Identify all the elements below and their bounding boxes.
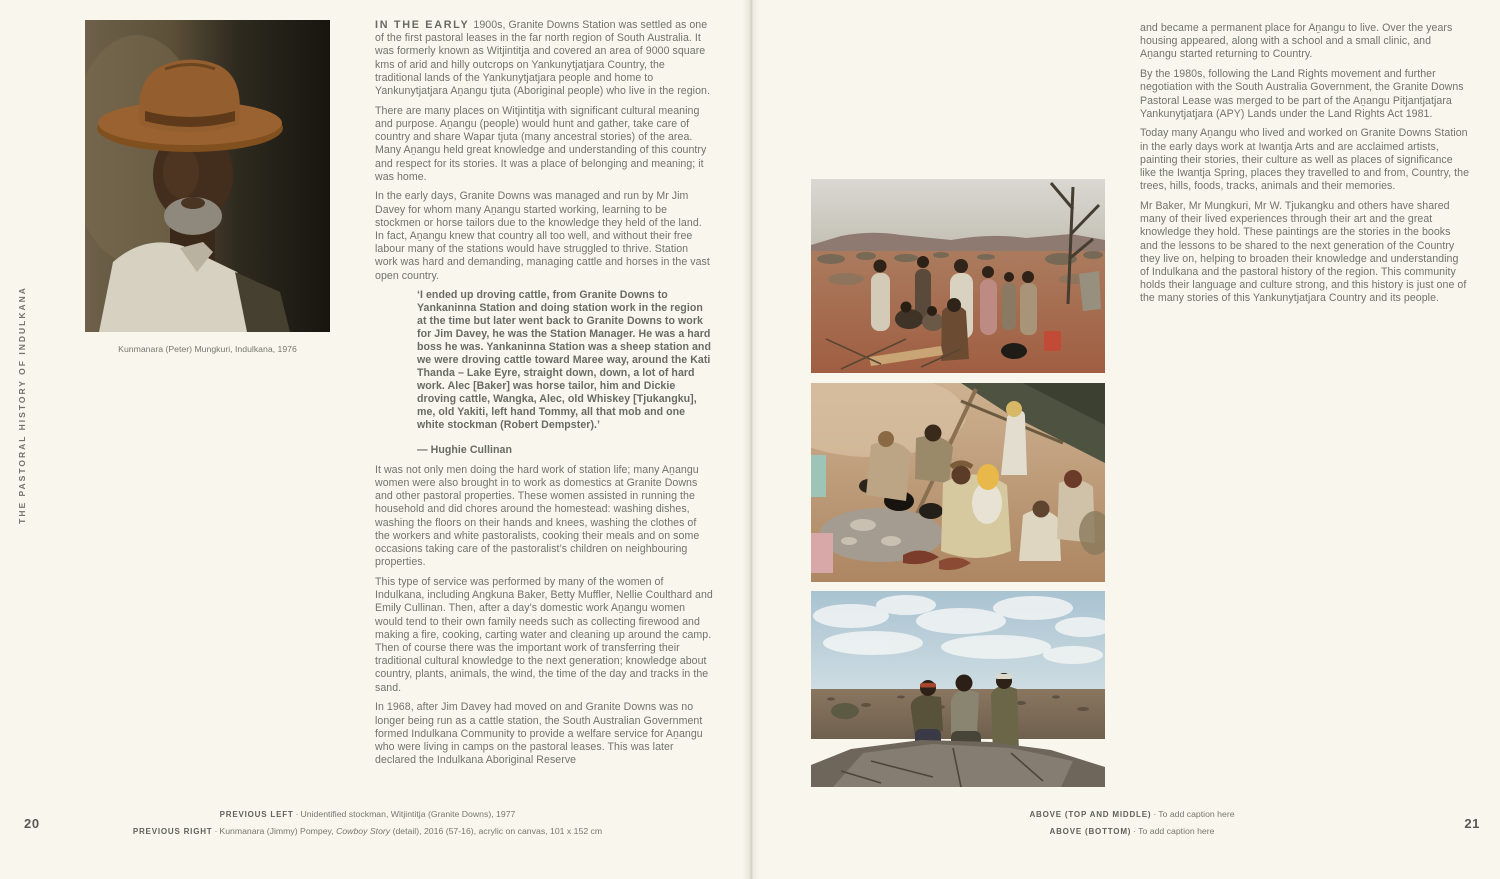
page-gutter-fold — [742, 0, 760, 879]
caption-label: ABOVE (TOP AND MIDDLE) — [1029, 810, 1152, 819]
caption-text: To add caption here — [1158, 809, 1235, 819]
caption-separator: · — [1153, 809, 1157, 819]
photo-campfire-art — [811, 383, 1105, 582]
pull-quote — [417, 289, 713, 457]
photo-camp-group-red-dirt — [811, 179, 1105, 373]
portrait-photo — [85, 20, 330, 332]
caption-line — [60, 806, 675, 823]
article-column-right — [1140, 22, 1470, 312]
paragraph-text: 1900s, Granite Downs Station was settled as one of the first pastoral leases in the far north region of South Australia. It was formerly known as Witjintitja and covered an area of 9000 square kms of arid and hilly outcrops on Yankunytjatjara Country, the traditional lands of the Yankunytjatjara people and home to Yankunytjatjara Aṉangu tjuta (Aboriginal people) who live in the region. — [375, 19, 710, 98]
caption-text: Unidentified stockman, Witjintitja (Granite Downs), 1977 — [300, 809, 516, 819]
footer-captions-right — [840, 806, 1424, 840]
paragraph: Today many Aṉangu who lived and worked on Granite Downs Station in the early days work at Iwantja Arts and are acclaimed artists, painting their stories, their culture as well as places of significance like the Iwantja Spring, places they travelled to and from, Country, the trees, hills, foods, tracks, animals and their memories. — [1140, 127, 1470, 193]
photo-women-children-campfire — [811, 383, 1105, 582]
caption-label: PREVIOUS RIGHT — [132, 827, 213, 836]
portrait-caption: Kunmanara (Peter) Mungkuri, Indulkana, 1976 — [118, 344, 297, 354]
paragraph: By the 1980s, following the Land Rights movement and further negotiation with the South Australia Government, the Granite Downs Pastoral Lease was merged to be part of the Aṉangu Pitjantjatjara Yankunytjatjara (APY) Lands under the Land Rights Act 1981. — [1140, 68, 1464, 120]
paragraph: This type of service was performed by many of the women of Indulkana, including Angkuna Baker, Betty Muffler, Nellie Coulthard and Emily Cullinan. Then, after a day’s domestic work Aṉangu women would tend to their own family needs such as collecting firewood and making a fire, cooking, carting water and cleaning up around the camp. Then of course there was the important work of transferring their traditional cultural knowledge to the next generation; knowledge about country, plants, animals, the wind, the time of the day and tracks in the sand. — [375, 575, 713, 694]
paragraph: In the early days, Granite Downs was managed and run by Mr Jim Davey for whom many Aṉangu started working, learning to be stockmen or horse tailors due to the knowledge they held of the land. In fact, Aṉangu knew that country all too well, and without their free labour many of the stations would have struggled to thrive. Station work was hard and demanding, managing cattle and horses in the vast open country. — [375, 190, 710, 282]
paragraph — [375, 19, 713, 98]
caption-line — [840, 806, 1424, 823]
caption-line — [60, 823, 675, 840]
paragraph: In 1968, after Jim Davey had moved on and Granite Downs was no longer being run as a cattle station, the South Australian Government formed Indulkana Community to provide a welfare service for Aṉangu who were living in camps on the pastoral leases. This was later declared the Indulkana Aboriginal Reserve — [375, 701, 703, 767]
photo-three-stockmen-on-rock — [811, 591, 1105, 787]
quote-attribution: — Hughie Cullinan — [417, 444, 513, 457]
caption-separator: · — [214, 826, 218, 836]
caption-label: PREVIOUS LEFT — [219, 810, 294, 819]
pull-quote-text: ‘I ended up droving cattle, from Granite Downs to Yankaninna Station and doing station work in the region at the time but later went back to Granite Downs to work for Jim Davey, he was the Station Manager. He was a hard boss he was. Yankaninna Station was a sheep station and we were droving cattle toward Maree way, around the Kati Thanda – Lake Eyre, straight down, down, a lot of hard work. Alec [Baker] was horse tailor, him and Dickie droving cattle, Wangka, Alec, old Whiskey [Tjukangku], me, old Yakiti, left hand Tommy, all that mob and one white stockman (Robert Dempster).’ — [417, 289, 711, 432]
caption-text-pre: Kunmanara (Jimmy) Pompey, — [219, 826, 337, 836]
paragraph: Mr Baker, Mr Mungkuri, Mr W. Tjukangku and others have shared many of their lived experiences through their art and the great knowledge they hold. These paintings are the stories in the books and the lessons to be shared to the next generation of the Country they live on, helping to broaden their knowledge and understanding of Indulkana and the pastoral history of the region. This community holds their language and culture strong, and this history is just one of the many stories of this Yankunytjatjara Country and its people. — [1140, 199, 1467, 305]
caption-text: To add caption here — [1138, 826, 1215, 836]
caption-text — [219, 826, 602, 836]
footer-captions-left — [60, 806, 675, 840]
paragraph: and became a permanent place for Aṉangu to live. Over the years housing appeared, along with a school and a small clinic, and Aṉangu started returning to Country. — [1140, 22, 1453, 61]
caption-separator: · — [1133, 826, 1137, 836]
lead-in-phrase: IN THE EARLY — [375, 19, 470, 31]
article-column-left — [375, 19, 713, 774]
paragraph: It was not only men doing the hard work of station life; many Aṉangu women were also brought in to work as domestics at Granite Downs and other pastoral properties. These women assisted in running the household and did chores around the homestead: washing dishes, washing the floors on their hands and knees, washing the clothes of the workers and white pastoralists, cooking their meals and on some occasions taking care of the pastoralist’s children on neighbouring properties. — [375, 463, 700, 569]
page-number-right: 21 — [1464, 816, 1480, 831]
paragraph: There are many places on Witjintitja with significant cultural meaning and purpose. Aṉangu (people) would hunt and gather, take care of country and share Wapar tjuta (many ancestral stories) of the area. Many Aṉangu held great knowledge and understanding of this country and respect for its stories. It was a place of belonging and meaning; it was home. — [375, 104, 707, 183]
portrait-photo-art — [85, 20, 330, 332]
caption-label: ABOVE (BOTTOM) — [1049, 827, 1132, 836]
photo-camp-group-art — [811, 179, 1105, 373]
caption-text-post: (detail), 2016 (57-16), acrylic on canvas, 101 x 152 cm — [390, 826, 603, 836]
caption-separator: · — [295, 809, 299, 819]
page-number-left: 20 — [24, 816, 40, 831]
caption-artwork-title: Cowboy Story — [336, 826, 391, 836]
spine-title: THE PASTORAL HISTORY OF INDULKANA — [17, 286, 27, 524]
caption-line — [840, 823, 1424, 840]
photo-stockmen-art — [811, 591, 1105, 787]
